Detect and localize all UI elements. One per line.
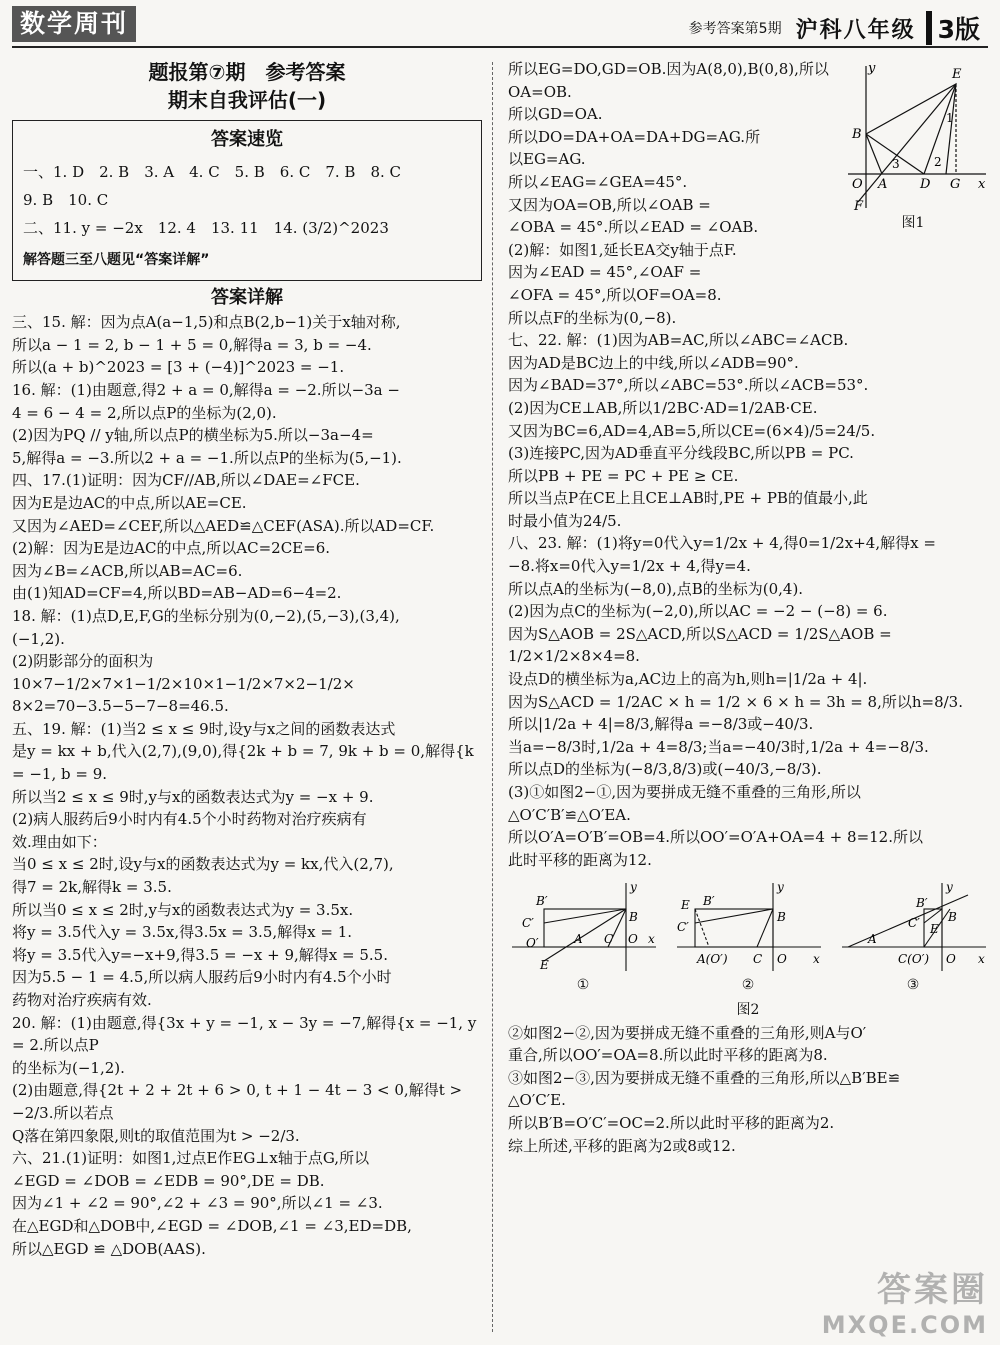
answer-line: (2)解：因为E是边AC的中点,所以AC=2CE=6. [12, 539, 331, 558]
answer-line: 效.理由如下： [12, 832, 107, 851]
answer-line: (3)①如图2−①,因为要拼成无缝不重叠的三角形,所以 [508, 783, 861, 801]
answer-line: Q落在第四象限,则t的取值范围为t > −2/3. [12, 1126, 300, 1145]
answer-line: 所以B′B=O′C′=OC=2.所以此时平移的距离为2. [508, 1113, 835, 1132]
fig1-label-B: B [852, 127, 862, 142]
answer-line: 药物对治疗疾病有效. [12, 991, 152, 1009]
left-column [12, 58, 482, 1260]
figure-1 [838, 62, 988, 235]
answer-line: 4 = 6 − 4 = 2,所以点P的坐标为(2,0). [12, 403, 277, 422]
answer-line: 所以当0 ≤ x ≤ 2时,y与x的函数表达式为y = 3.5x. [12, 900, 354, 919]
answer-line: ②如图2−②,因为要拼成无缝不重叠的三角形,则A与O′ [508, 1023, 867, 1042]
fig2-1-label: B′ [536, 894, 548, 909]
answer-line: 所以∠EAG=∠GEA=45°. [508, 172, 688, 191]
answer-line: 20. 解：(1)由题意,得{3x + y = −1, x − 3y = −7,解得{x = −1, y = 2.所以点P [12, 1013, 477, 1055]
figure-2-caption: 图2 [736, 1001, 760, 1018]
watermark [822, 1262, 988, 1339]
fig1-angle-3: 3 [892, 157, 900, 171]
figure-2-panel-1 [508, 879, 658, 997]
answer-line: 因为S△ACD = 1/2AC × h = 1/2 × 6 × h = 3h = 8,所以h=8/3. [508, 692, 963, 711]
fig2-2-label: C′ [677, 920, 689, 935]
answer-line: ∠OFA = 45°,所以OF=OA=8. [508, 285, 722, 304]
answer-line: 当0 ≤ x ≤ 2时,设y与x的函数表达式为y = kx,代入(2,7), [12, 855, 394, 874]
answer-line: 所以a − 1 = 2, b − 1 + 5 = 0,解得a = 3, b = −4. [12, 335, 372, 354]
header-rule [12, 46, 988, 48]
watermark-text: 答案圈 [877, 1270, 988, 1310]
answer-line: 8×2=70−3.5−5−7−8=46.5. [12, 697, 229, 716]
answer-line: 因为5.5 − 1 = 4.5,所以病人服药后9小时内有4.5个小时 [12, 968, 392, 987]
answer-line: (2)阴影部分的面积为10×7−1/2×7×1−1/2×10×1−1/2×7×2−1/2× [12, 652, 355, 693]
detail-text-right-bottom [508, 1022, 988, 1158]
issue-label: 参考答案第5期 [688, 21, 782, 37]
fig1-label-E: E [952, 67, 962, 82]
answer-line: 得7 = 2k,解得k = 3.5. [12, 878, 172, 897]
answer-line: 所以GD=OA. [508, 105, 603, 124]
answer-line: (2)因为CE⊥AB,所以1/2BC·AD=1/2AB·CE. [508, 398, 818, 417]
answer-line: 所以点A的坐标为(−8,0),点B的坐标为(0,4). [508, 579, 804, 598]
answer-line: (2)因为PQ // y轴,所以点P的横坐标为5.所以−3a−4= [12, 426, 374, 445]
fig2-2-label: E [681, 898, 690, 913]
answer-line: ∠OBA = 45°.所以∠EAD = ∠OAB. [508, 218, 759, 237]
column-divider [492, 62, 493, 1332]
answer-line: 因为S△AOB = 2S△ACD,所以S△ACD = 1/2S△AOB = 1/2×1/2×8×4=8. [508, 624, 892, 666]
fig2-3-label: O [946, 952, 956, 967]
answer-line: 18. 解：(1)点D,E,F,G的坐标分别为(0,−2),(5,−3),(3,4), [12, 606, 400, 625]
fig2-2-label: B [777, 910, 786, 925]
answer-line: 所以EG=DO,GD=OB.因为A(8,0),B(0,8),所以OA=OB. [508, 60, 829, 101]
answer-line: 六、21.(1)证明：如图1,过点E作EG⊥x轴于点G,所以 [12, 1149, 370, 1168]
answers-subtitle: 期末自我评估(一) [167, 88, 327, 112]
figure-2-panel-3-number: ③ [906, 977, 920, 994]
answer-line: 设点D的横坐标为a,AC边上的高为h,则h=|1/2a + 4|. [508, 670, 868, 689]
answer-line: 四、17.(1)证明：因为CF//AB,所以∠DAE=∠FCE. [12, 471, 360, 490]
answer-line: ③如图2−③,因为要拼成无缝不重叠的三角形,所以△B′BE≌ [508, 1068, 901, 1087]
fig2-1-label: E [540, 958, 549, 973]
answer-line: 重合,所以OO′=OA=8.所以此时平移的距离为8. [508, 1046, 828, 1065]
fig2-2-label: y [777, 880, 784, 895]
fig2-2-label: C [753, 952, 763, 967]
fig1-angle-2: 2 [934, 155, 942, 169]
answer-line: 因为E是边AC的中点,所以AE=CE. [12, 493, 247, 512]
answer-line: 因为∠B=∠ACB,所以AB=AC=6. [12, 561, 243, 580]
fig1-label-x: x [978, 177, 986, 192]
fig2-1-label: O′ [526, 936, 539, 951]
quick-answers-line: 9. B 10. C [23, 190, 109, 209]
fig1-label-G: G [950, 177, 961, 192]
right-column [508, 58, 988, 1157]
edition-label: 3版 [937, 15, 980, 44]
detail-text-right-mid [508, 329, 988, 871]
quick-answers-line: 一、1. D 2. B 3. A 4. C 5. B 6. C 7. B 8. C [23, 162, 401, 181]
answer-line: (−1,2). [12, 629, 65, 648]
answer-line: 以EG=AG. [508, 150, 586, 169]
fig2-3-label: A [868, 932, 877, 947]
answer-line: (2)由题意,得{2t + 2 + 2t + 6 > 0, t + 1 − 4t − 3 < 0,解得t > −2/3.所以若点 [12, 1081, 463, 1122]
answer-line: 因为AD是BC边上的中线,所以∠ADB=90°. [508, 353, 799, 372]
quick-answers-line: 二、11. y = −2x 12. 4 13. 11 14. (3/2)^2023 [23, 218, 389, 237]
answer-line: 时最小值为24/5. [508, 511, 622, 530]
fig2-3-label: C(O′) [898, 952, 930, 967]
answer-line: 又因为∠AED=∠CEF,所以△AED≌△CEF(ASA).所以AD=CF. [12, 516, 435, 535]
figure-2-panel-2 [673, 879, 823, 997]
answer-line: 三、15. 解：因为点A(a−1,5)和点B(2,b−1)关于x轴对称, [12, 313, 401, 332]
header-divider-bar [926, 11, 932, 45]
answer-line: 由(1)知AD=CF=4,所以BD=AB−AD=6−4=2. [12, 584, 342, 603]
watermark-url: MXQE.COM [821, 1311, 988, 1339]
fig2-2-label: B′ [703, 894, 715, 909]
answer-line: (3)连接PC,因为AD垂直平分线段BC,所以PB = PC. [508, 444, 854, 463]
figure-2-panel-1-number: ① [576, 977, 590, 994]
answer-line: 又因为OA=OB,所以∠OAB = [508, 195, 711, 214]
answer-line: 所以当2 ≤ x ≤ 9时,y与x的函数表达式为y = −x + 9. [12, 787, 374, 806]
answer-line: (2)解：如图1,延长EA交y轴于点F. [508, 240, 737, 259]
answer-line: 当a=−8/3时,1/2a + 4=8/3;当a=−40/3时,1/2a + 4=−8/3. [508, 737, 929, 756]
fig2-2-label: O [777, 952, 787, 967]
answer-line: 又因为BC=6,AD=4,AB=5,所以CE=(6×4)/5=24/5. [508, 421, 876, 440]
answer-line: −8.将x=0代入y=1/2x + 4,得y=4. [508, 557, 751, 576]
answers-title: 题报第⑦期 参考答案 [148, 60, 346, 84]
fig2-1-label: x [648, 932, 655, 947]
detail-heading: 答案详解 [211, 286, 283, 308]
answer-line: 八、23. 解：(1)将y=0代入y=1/2x + 4,得0=1/2x+4,解得x = [508, 534, 936, 553]
answer-line: 所以当点P在CE上且CE⊥AB时,PE + PB的值最小,此 [508, 489, 868, 508]
fig1-label-O: O [852, 177, 863, 192]
answer-line: 因为∠BAD=37°,所以∠ABC=53°.所以∠ACB=53°. [508, 376, 869, 395]
page-header [689, 10, 980, 46]
fig2-1-label: B [629, 910, 638, 925]
answer-line: 5,解得a = −3.所以2 + a = −1.所以点P的坐标为(5,−1). [12, 448, 402, 467]
figure-1-caption: 图1 [901, 215, 925, 231]
answer-line: (2)因为点C的坐标为(−2,0),所以AC = −2 − (−8) = 6. [508, 602, 888, 621]
fig2-3-label: x [978, 952, 985, 967]
fig2-3-label: B [948, 910, 957, 925]
fig2-3-label: E [930, 922, 939, 937]
answer-line: 所以(a + b)^2023 = [3 + (−4)]^2023 = −1. [12, 358, 345, 377]
answer-line: 所以点D的坐标为(−8/3,8/3)或(−40/3,−8/3). [508, 760, 822, 779]
answer-line: (2)病人服药后9小时内有4.5个小时药物对治疗疾病有 [12, 810, 367, 829]
figure-2 [508, 879, 988, 997]
grade-label: 沪科八年级 [795, 17, 916, 43]
answer-line: 因为∠1 + ∠2 = 90°,∠2 + ∠3 = 90°,所以∠1 = ∠3. [12, 1194, 383, 1213]
fig1-label-D: D [920, 177, 931, 192]
fig2-3-label: y [946, 880, 953, 895]
answer-line: 所以PB + PE = PC + PE ≥ CE. [508, 466, 739, 485]
answer-line: 此时平移的距离为12. [508, 850, 652, 869]
answer-line: 所以|1/2a + 4|=8/3,解得a =−8/3或−40/3. [508, 715, 814, 734]
answer-line: 所以点F的坐标为(0,−8). [508, 308, 677, 327]
answer-line: 所以△EGD ≌ △DOB(AAS). [12, 1239, 206, 1258]
fig2-3-label: B′ [916, 896, 928, 911]
fig2-1-label: C′ [522, 916, 534, 931]
quick-answers-note: 解答题三至八题见“答案详解” [23, 251, 210, 268]
fig2-1-label: C [604, 932, 614, 947]
fig1-label-y: y [868, 62, 876, 76]
answer-line: 将y = 3.5代入y=−x+9,得3.5 = −x + 9,解得x = 5.5. [12, 945, 388, 964]
detail-text-left [12, 311, 482, 1260]
answer-line: 是y = kx + b,代入(2,7),(9,0),得{2k + b = 7, 9k + b = 0,解得{k = −1, b = 9. [12, 742, 474, 784]
answer-line: 16. 解：(1)由题意,得2 + a = 0,解得a = −2.所以−3a − [12, 380, 400, 399]
answer-line: 所以DO=DA+OA=DA+DG=AG.所 [508, 127, 761, 146]
quick-answers-heading: 答案速览 [211, 129, 283, 150]
answer-line: 所以O′A=O′B′=OB=4.所以OO′=O′A+OA=4 + 8=12.所以 [508, 828, 923, 847]
answer-line: 综上所述,平移的距离为2或8或12. [508, 1136, 736, 1155]
answer-line: 的坐标为(−1,2). [12, 1058, 125, 1077]
answer-line: 七、22. 解：(1)因为AB=AC,所以∠ABC=∠ACB. [508, 331, 849, 350]
fig2-3-label: C′ [908, 916, 920, 931]
quick-answers-box [12, 120, 482, 281]
figure-2-panel-3 [838, 879, 988, 997]
answer-line: 在△EGD和△DOB中,∠EGD = ∠DOB,∠1 = ∠3,ED=DB, [12, 1216, 412, 1235]
fig2-2-label: A(O′) [697, 952, 728, 967]
fig2-2-label: x [813, 952, 820, 967]
figure-1-diagram [838, 62, 988, 212]
fig1-label-A: A [878, 177, 888, 192]
answer-line: 将y = 3.5代入y = 3.5x,得3.5x = 3.5,解得x = 1. [12, 923, 353, 942]
fig1-angle-1: 1 [946, 111, 954, 125]
figure-2-panel-2-number: ② [741, 977, 755, 994]
fig2-1-label: y [630, 880, 637, 895]
answer-line: ∠EGD = ∠DOB = ∠EDB = 90°,DE = DB. [12, 1171, 325, 1190]
answer-line: △O′C′B′≌△O′EA. [508, 805, 631, 824]
fig2-1-label: O [628, 932, 638, 947]
fig2-1-label: A [574, 932, 583, 947]
answer-line: 五、19. 解：(1)当2 ≤ x ≤ 9时,设y与x之间的函数表达式 [12, 719, 396, 738]
fig1-label-F: F [854, 199, 864, 212]
masthead-logo: 数学周刊 [12, 6, 136, 42]
answer-line: 因为∠EAD = 45°,∠OAF = [508, 263, 702, 282]
answer-line: △O′C′E. [508, 1091, 566, 1110]
